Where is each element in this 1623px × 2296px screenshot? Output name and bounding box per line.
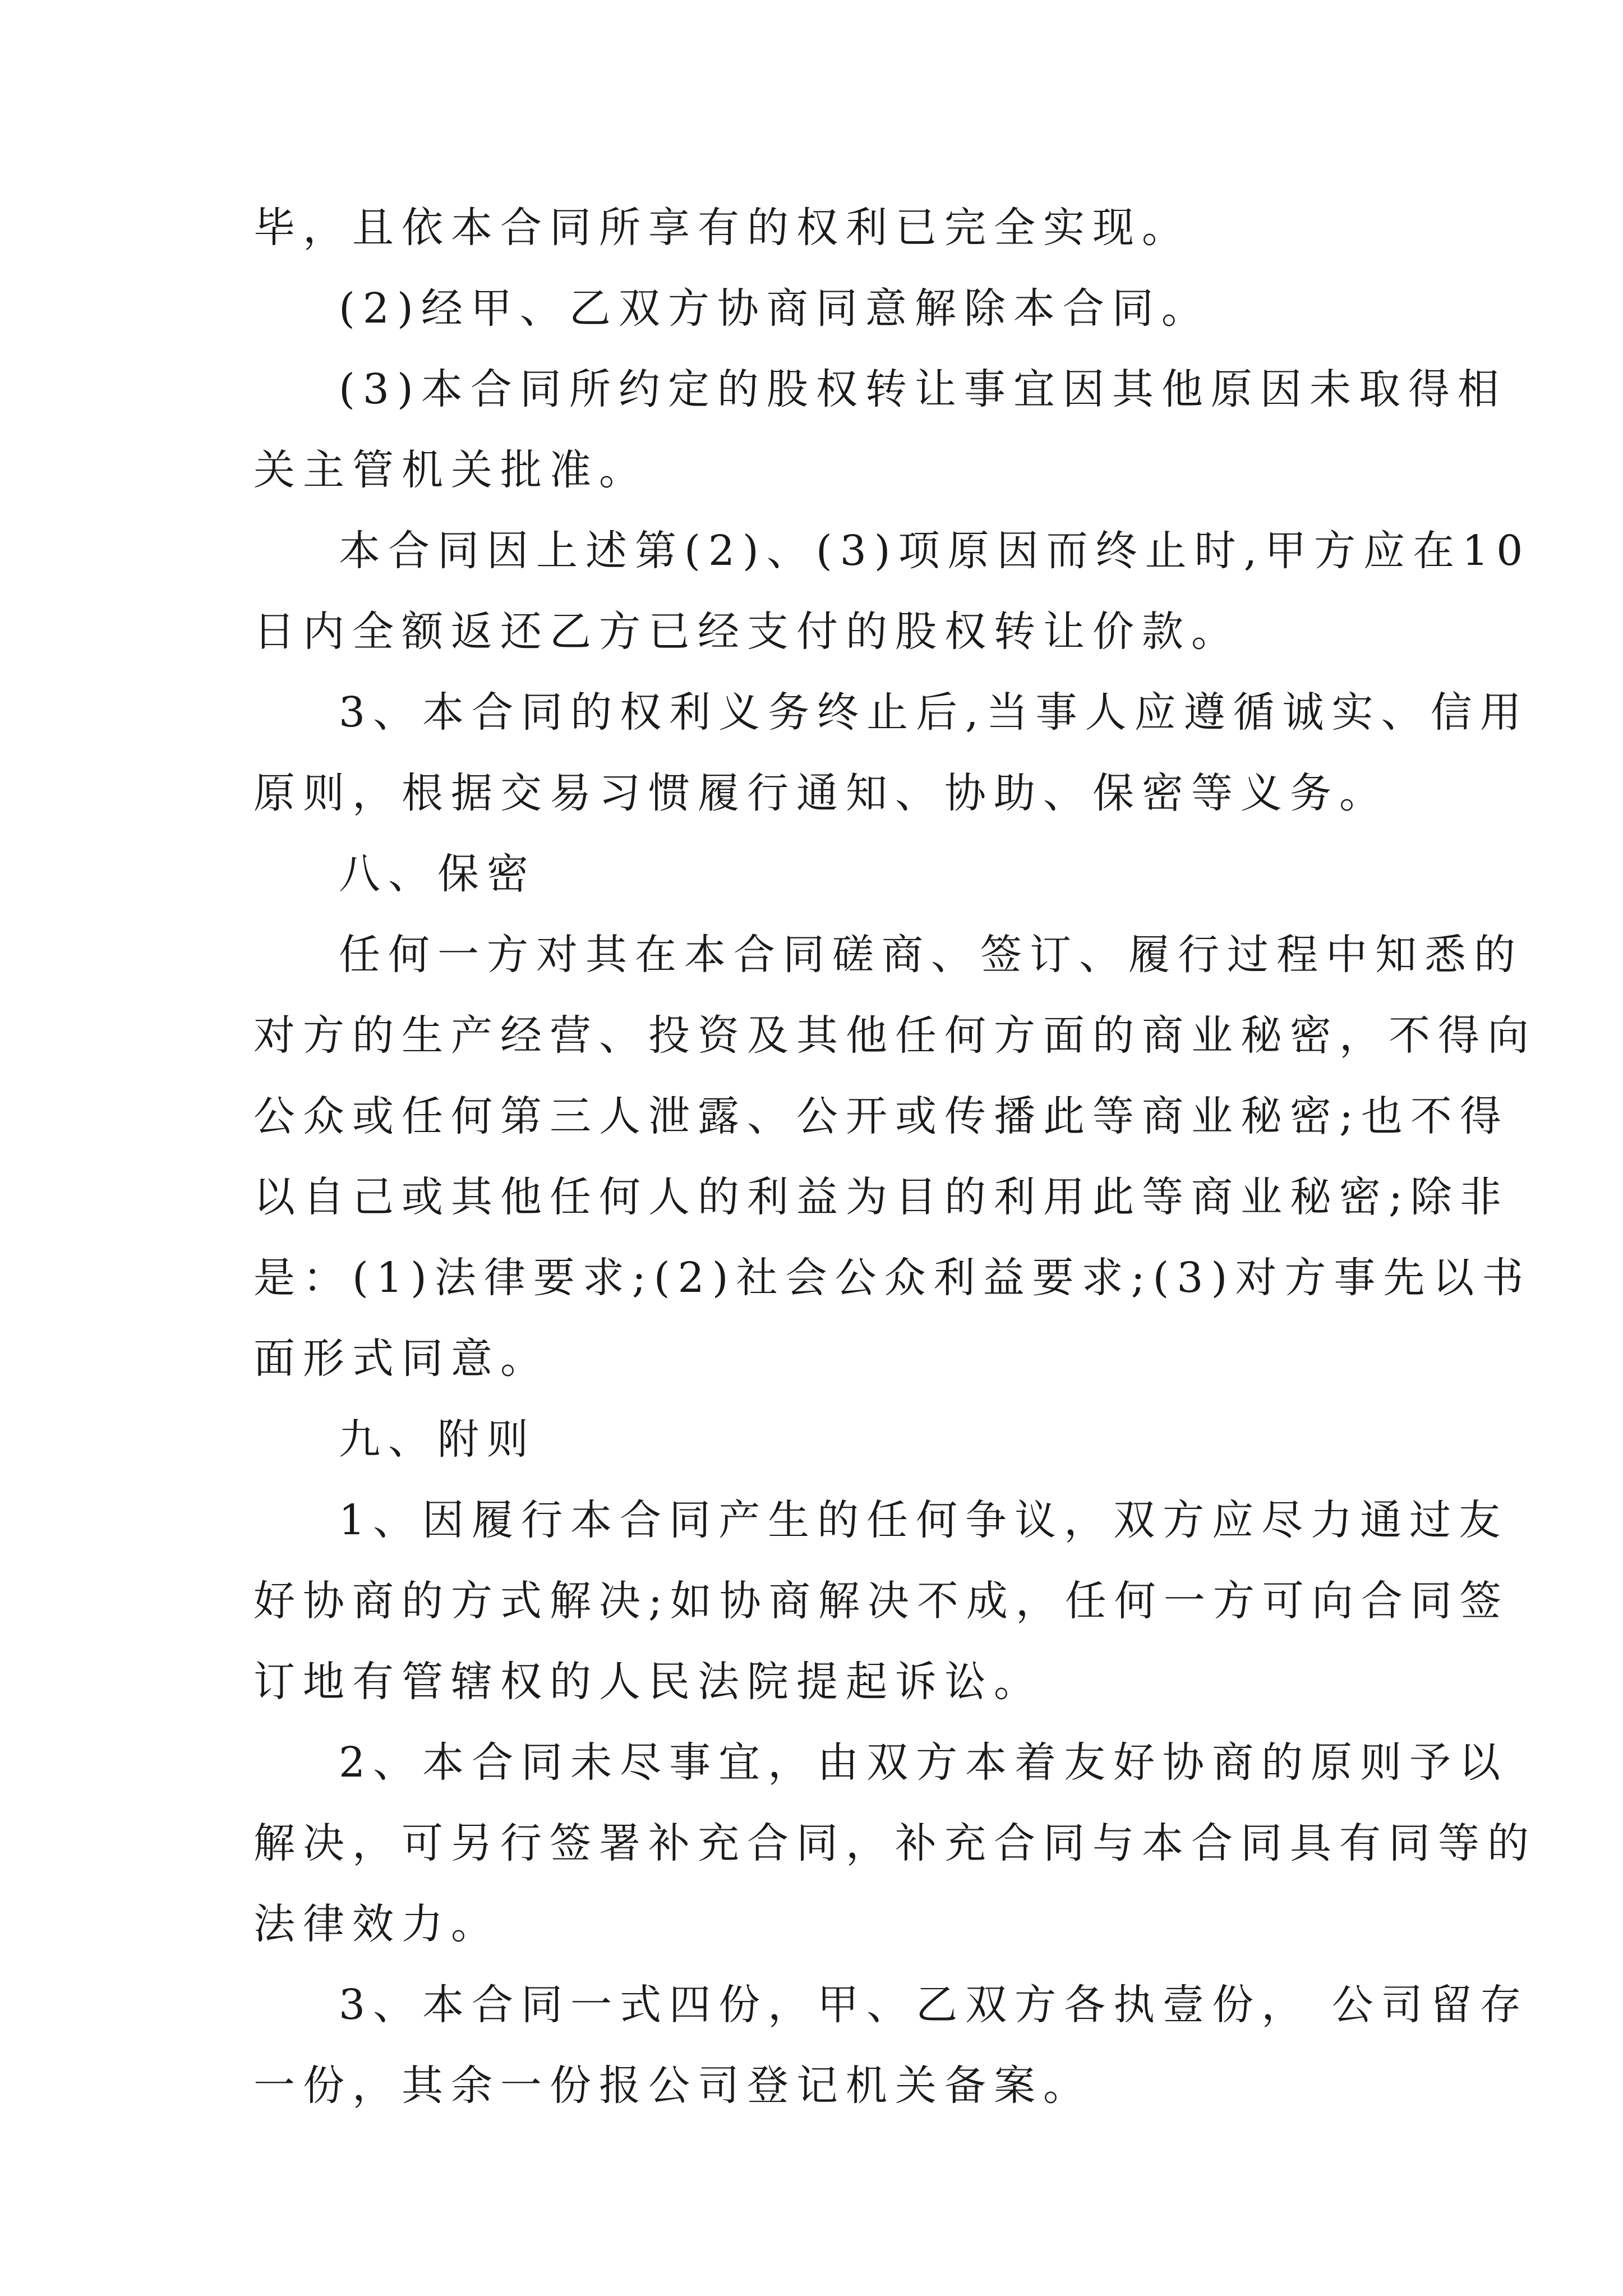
text-line: 订地有管辖权的人民法院提起诉讼。 [253,1658,1043,1706]
text-line: 一份，其余一份报公司登记机关备案。 [253,2062,1092,2110]
text-line: 本合同因上述第(2)、(3)项原因而终止时,甲方应在10 [339,527,1531,575]
text-line: 是：(1)法律要求;(2)社会公众利益要求;(3)对方事先以书 [253,1254,1532,1302]
text-line: 日内全额返还乙方已经支付的股权转让价款。 [253,608,1241,656]
text-line: 法律效力。 [253,1900,500,1948]
text-line: 对方的生产经营、投资及其他任何方面的商业秘密，不得向 [253,1011,1537,1060]
text-line: 好协商的方式解决;如协商解决不成，任何一方可向合同签 [253,1577,1509,1625]
text-line: 原则，根据交易习惯履行通知、协助、保密等义务。 [253,769,1389,817]
text-line: 2、本合同未尽事宜，由双方本着友好协商的原则予以 [339,1738,1509,1787]
section-heading-confidentiality: 八、保密 [339,850,536,898]
text-line: 3、本合同一式四份，甲、乙双方各执壹份， 公司留存 [339,1981,1529,2029]
text-line: 1、因履行本合同产生的任何争议，双方应尽力通过友 [339,1496,1509,1544]
document-body [253,201,1537,2139]
text-line: 面形式同意。 [253,1335,550,1383]
text-line: 关主管机关批准。 [253,446,648,494]
text-line: (2)经甲、乙双方协商同意解除本合同。 [339,284,1211,333]
text-line: 毕，且依本合同所享有的权利已完全实现。 [253,204,1191,252]
text-line: (3)本合同所约定的股权转让事宜因其他原因未取得相 [339,365,1507,413]
text-line: 3、本合同的权利义务终止后,当事人应遵循诚实、信用 [339,688,1529,737]
text-line: 以自己或其他任何人的利益为目的利用此等商业秘密;除非 [253,1173,1509,1221]
section-heading-supplementary: 九、附则 [339,1415,536,1464]
text-line: 解决，可另行签署补充合同，补充合同与本合同具有同等的 [253,1819,1537,1867]
text-line: 任何一方对其在本合同磋商、签订、履行过程中知悉的 [339,931,1523,979]
text-line: 公众或任何第三人泄露、公开或传播此等商业秘密;也不得 [253,1092,1509,1140]
